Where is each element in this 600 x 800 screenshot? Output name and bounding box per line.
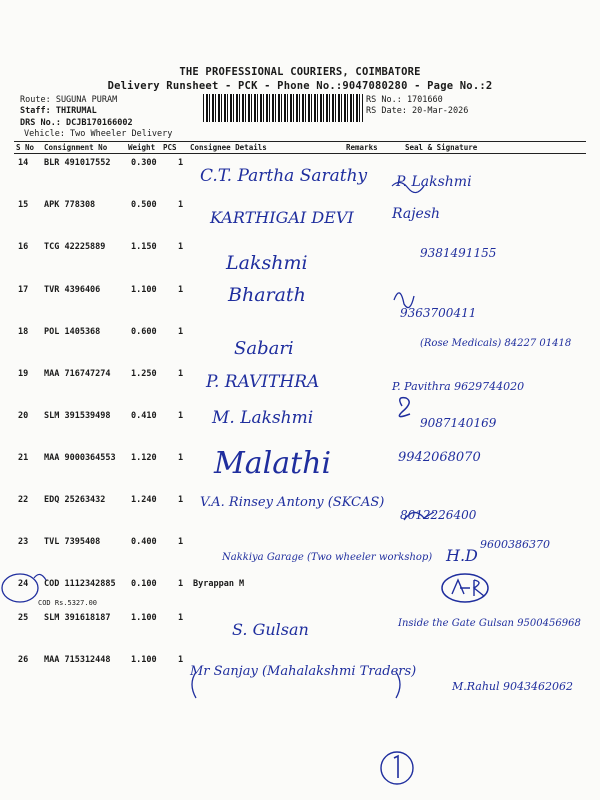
handwritten-signature: 9600386370 — [480, 538, 550, 551]
row-consignment: TCG 42225889 — [44, 242, 106, 252]
handwritten-consignee: Nakkiya Garage (Two wheeler workshop) — [222, 552, 433, 563]
bracket-mark — [192, 672, 196, 698]
row-sno: 25 — [18, 613, 29, 623]
row-consignment: SLM 391618187 — [44, 613, 111, 623]
route-label: Route: SUGUNA PURAM — [20, 95, 118, 105]
rs-number: RS No.: 1701660 — [366, 95, 443, 105]
row-weight: 1.100 — [131, 613, 157, 623]
row-consignment: SLM 391539498 — [44, 411, 111, 421]
col-sno: S No — [16, 143, 35, 152]
row-sno: 22 — [18, 495, 29, 505]
handwritten-signature: 9087140169 — [420, 416, 497, 430]
row-weight: 0.500 — [131, 200, 157, 210]
handwritten-signature: (Rose Medicals) 84227 01418 — [420, 338, 572, 349]
row-consignment: TVR 4396406 — [44, 285, 101, 295]
row-sno: 15 — [18, 200, 29, 210]
row-sno: 19 — [18, 369, 29, 379]
handwritten-consignee: M. Lakshmi — [212, 408, 314, 428]
handwritten-consignee: Bharath — [228, 284, 306, 306]
handwritten-signature: P. Pavithra 9629744020 — [392, 380, 525, 393]
handwritten-signature: Inside the Gate Gulsan 9500456968 — [398, 618, 581, 629]
row-pcs: 1 — [178, 200, 184, 210]
handwritten-consignee: KARTHIGAI DEVI — [210, 208, 354, 227]
col-seal: Seal & Signature — [405, 143, 478, 152]
signature-scribble — [399, 398, 410, 417]
row-weight: 1.100 — [131, 655, 157, 665]
handwritten-consignee: P. RAVITHRA — [206, 372, 320, 392]
handwritten-signature: 9942068070 — [398, 450, 481, 465]
row-consignment: APK 778308 — [44, 200, 96, 210]
handwritten-consignee: S. Gulsan — [232, 620, 309, 639]
bracket-mark — [396, 672, 400, 698]
row-consignment: MAA 716747274 — [44, 369, 111, 379]
row-consignment: COD 1112342885 — [44, 579, 116, 589]
row-pcs: 1 — [178, 327, 184, 337]
handwritten-consignee: Sabari — [234, 338, 294, 359]
handwritten-consignee: Malathi — [214, 446, 332, 481]
company-title: THE PROFESSIONAL COURIERS, COIMBATORE — [179, 66, 421, 78]
page-number-stroke — [394, 756, 398, 778]
row-pcs: 1 — [178, 242, 184, 252]
col-consignee: Consignee Details — [190, 143, 267, 152]
row-sno: 18 — [18, 327, 29, 337]
handwritten-consignee: V.A. Rinsey Antony (SKCAS) — [200, 495, 385, 510]
row-pcs: 1 — [178, 495, 184, 505]
row-consignment: TVL 7395408 — [44, 537, 101, 547]
row-consignment: POL 1405368 — [44, 327, 101, 337]
runsheet-subtitle: Delivery Runsheet - PCK - Phone No.:9047080280 - Page No.:2 — [107, 80, 493, 92]
row-consignment: MAA 715312448 — [44, 655, 111, 665]
row-consignment: EDQ 25263432 — [44, 495, 106, 505]
col-remarks: Remarks — [346, 143, 378, 152]
handwritten-consignee: C.T. Partha Sarathy — [200, 166, 368, 186]
handwritten-signature: 9363700411 — [400, 306, 477, 320]
cod-amount: COD Rs.5327.00 — [38, 599, 98, 607]
handwritten-signature: 9381491155 — [420, 246, 497, 260]
rs-date: RS Date: 20-Mar-2026 — [366, 106, 469, 116]
signature-scribble — [392, 182, 424, 192]
row-pcs: 1 — [178, 537, 184, 547]
row-weight: 0.100 — [131, 579, 157, 589]
col-weight: Weight — [128, 143, 156, 152]
handwritten-consignee: Lakshmi — [226, 252, 308, 274]
row-sno: 17 — [18, 285, 29, 295]
handwritten-consignee: Mr Sanjay (Mahalakshmi Traders) — [190, 664, 417, 679]
row-sno: 26 — [18, 655, 29, 665]
row-weight: 1.150 — [131, 242, 157, 252]
col-pcs: PCS — [163, 143, 177, 152]
row-pcs: 1 — [178, 158, 184, 168]
handwritten-signature: P. Lakshmi — [396, 174, 472, 190]
row-pcs: 1 — [178, 453, 184, 463]
signature-scribble — [404, 512, 434, 520]
row-weight: 1.250 — [131, 369, 157, 379]
row-sno: 20 — [18, 411, 29, 421]
row-pcs: 1 — [178, 613, 184, 623]
row-weight: 1.100 — [131, 285, 157, 295]
vehicle-label: Vehicle: Two Wheeler Delivery — [24, 129, 173, 139]
row-weight: 0.410 — [131, 411, 157, 421]
handwritten-signature: M.Rahul 9043462062 — [452, 680, 574, 693]
row-consignment: MAA 9000364553 — [44, 453, 116, 463]
drs-label: DRS No.: DCJB170166002 — [20, 118, 133, 128]
handwritten-signature: Rajesh — [392, 206, 441, 222]
handwritten-signature: 8012226400 — [400, 508, 477, 522]
row-consignee: Byrappan M — [193, 579, 245, 589]
row-weight: 0.600 — [131, 327, 157, 337]
row-sno: 23 — [18, 537, 29, 547]
seal-monogram-stroke — [452, 580, 484, 596]
signature-scribble — [394, 293, 414, 308]
cod-circle-mark — [2, 574, 38, 602]
row-sno: 24 — [18, 579, 29, 589]
row-sno: 21 — [18, 453, 29, 463]
col-consignment: Consignment No — [44, 143, 108, 152]
row-sno: 16 — [18, 242, 29, 252]
staff-label: Staff: THIRUMAL — [20, 106, 97, 116]
row-weight: 1.120 — [131, 453, 157, 463]
row-pcs: 1 — [178, 411, 184, 421]
row-sno: 14 — [18, 158, 29, 168]
row-consignment: BLR 491017552 — [44, 158, 111, 168]
row-pcs: 1 — [178, 369, 184, 379]
row-weight: 0.300 — [131, 158, 157, 168]
row-pcs: 1 — [178, 579, 184, 589]
row-pcs: 1 — [178, 285, 184, 295]
row-pcs: 1 — [178, 655, 184, 665]
handwritten-signature: H.D — [446, 546, 478, 565]
cod-signature-stroke — [34, 574, 46, 580]
row-weight: 1.240 — [131, 495, 157, 505]
row-weight: 0.400 — [131, 537, 157, 547]
